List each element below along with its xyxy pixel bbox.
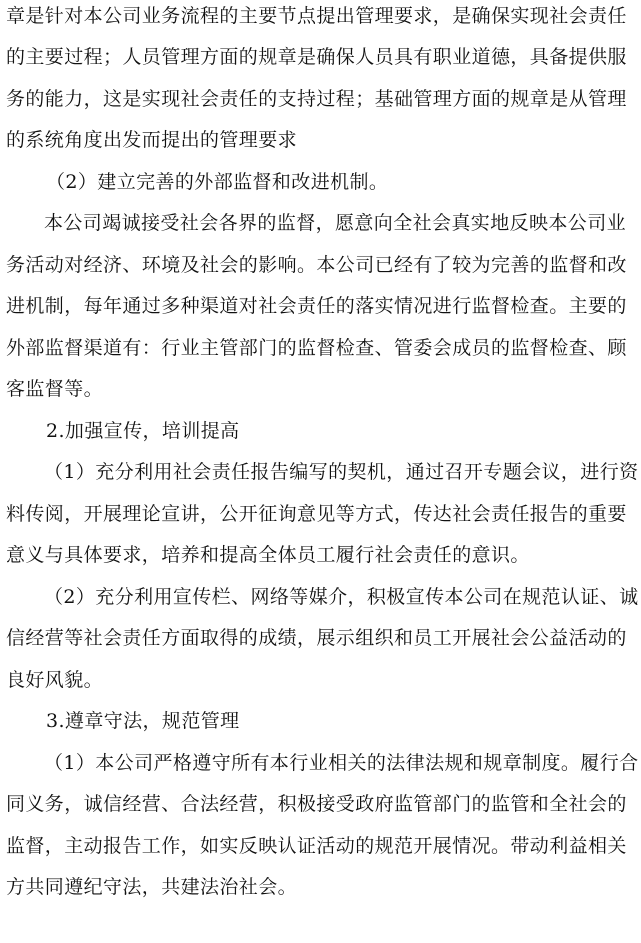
paragraph-line: （2）充分利用宣传栏、网络等媒介，积极宣传本公司在规范认证、诚 [44,586,639,608]
paragraph-line: 料传阅，开展理论宣讲，公开征询意见等方式，传达社会责任报告的重要 [6,503,627,525]
paragraph-line: （1）充分利用社会责任报告编写的契机，通过召开专题会议，进行资 [44,461,639,483]
paragraph-line: 章是针对本公司业务流程的主要节点提出管理要求，是确保实现社会责任 [6,5,627,27]
paragraph-line: 方共同遵纪守法，共建法治社会。 [6,876,298,898]
paragraph-line: 务活动对经济、环境及社会的影响。本公司已经有了较为完善的监督和改 [6,254,627,276]
paragraph-line: 监督，主动报告工作，如实反映认证活动的规范开展情况。带动利益相关 [6,835,627,857]
paragraph-line: （1）本公司严格遵守所有本行业相关的法律法规和规章制度。履行合 [44,752,639,774]
paragraph-line: 进机制，每年通过多种渠道对社会责任的落实情况进行监督检查。主要的 [6,295,627,317]
paragraph-line: 务的能力，这是实现社会责任的支持过程；基础管理方面的规章是从管理 [6,88,627,110]
paragraph-line: 外部监督渠道有：行业主管部门的监督检查、管委会成员的监督检查、顾 [6,337,627,359]
paragraph-line: 的主要过程；人员管理方面的规章是确保人员具有职业道德，具备提供服 [6,46,627,68]
paragraph-line: 同义务，诚信经营、合法经营，积极接受政府监管部门的监管和全社会的 [6,793,627,815]
paragraph-line: 信经营等社会责任方面取得的成绩，展示组织和员工开展社会公益活动的 [6,627,627,649]
section-heading: 3.遵章守法，规范管理 [46,710,240,732]
paragraph-line: 良好风貌。 [6,669,104,691]
subsection-heading: （2）建立完善的外部监督和改进机制。 [46,171,389,193]
paragraph-line: 意义与具体要求，培养和提高全体员工履行社会责任的意识。 [6,544,530,566]
paragraph-line: 本公司竭诚接受社会各界的监督，愿意向全社会真实地反映本公司业 [44,212,627,234]
paragraph-line: 客监督等。 [6,378,104,400]
section-heading: 2.加强宣传，培训提高 [46,420,240,442]
paragraph-line: 的系统角度出发而提出的管理要求 [6,129,298,151]
